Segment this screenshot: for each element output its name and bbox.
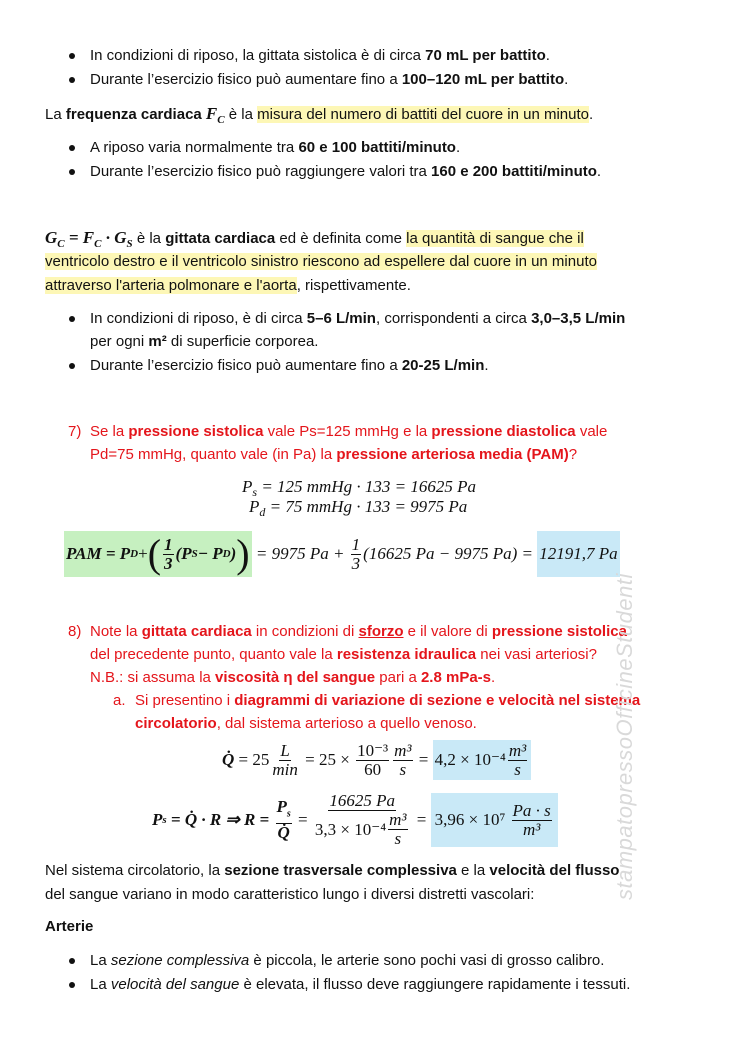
list-item: La sezione complessiva è piccola, le arterie sono pochi vasi di grosso calibro. [68, 951, 604, 971]
equation-pam: PAM = P D + ( $\frac{1}{3}$ (P S − P D ) ) = 9975 Pa + $\frac{1}{3}$ (16625 Pa − 9975 Pa) = 12191,7 Pa [66, 531, 618, 576]
equation-pd: $P_d = 75$ mmHg · 133 = 9975 Pa [249, 497, 468, 519]
equation-ps: $P_s = 125$ mmHg · 133 = 16625 Pa [242, 477, 476, 499]
resistance-result: 3,96 × 10⁷ $\frac{Pa \cdot s}{\text{m³}}$ [431, 793, 558, 847]
equation-resistance: P s = Q̇ · R ⇒ R = $\frac{P_s}{Q̇}$ = 16625 Pa 3,3 × 10⁻⁴ $\frac{\text{m³}}{s}$ = 3,96 × 10⁷ $\frac{Pa \cdot s}{\text{m³}}$ [152, 790, 558, 850]
subquestion-a-number: a. [113, 692, 126, 709]
list-item: In condizioni di riposo, è di circa 5–6 L/min, corrispondenti a circa 3,0–3,5 L/min [68, 309, 625, 329]
subquestion-a-line1: Si presentino i diagrammi di variazione di sezione e velocità nel sistema [135, 692, 641, 709]
list-item: Durante l’esercizio fisico può aumentare fino a 20-25 L/min. [68, 356, 489, 376]
question-8-line3: N.B.: si assuma la viscosità η del sangue pari a 2.8 mPa-s. [90, 669, 496, 686]
paragraph-system-line2: del sangue variano in modo caratteristico lungo i diversi distretti vascolari: [45, 886, 535, 903]
question-7-line1: Se la pressione sistolica vale Ps=125 mmHg e la pressione diastolica vale [90, 423, 608, 440]
paragraph-fc: La frequenza cardiaca $F_C$ è la misura del numero di battiti del cuore in un minuto. [45, 104, 594, 126]
paragraph-gc-line2: ventricolo destro e il ventricolo sinistro riescono ad espellere dal cuore in un minuto [45, 253, 597, 270]
paragraph-gc-line3: attraverso l'arteria polmonare e l'aorta, rispettivamente. [45, 277, 411, 294]
list-item: Durante l’esercizio fisico può aumentare fino a 100–120 mL per battito. [68, 70, 568, 90]
question-8-line2: del precedente punto, quanto vale la resistenza idraulica nei vasi arteriosi? [90, 646, 597, 663]
section-heading-arterie: Arterie [45, 918, 94, 935]
pam-result: 12191,7 Pa [537, 531, 619, 577]
list-item: In condizioni di riposo, la gittata sistolica è di circa 70 mL per battito. [68, 46, 550, 66]
list-item: Durante l’esercizio fisico può raggiungere valori tra 160 e 200 battiti/minuto. [68, 162, 601, 182]
list-item: La velocità del sangue è elevata, il flusso deve raggiungere rapidamente i tessuti. [68, 975, 630, 995]
subquestion-a-line2: circolatorio, dal sistema arterioso a quello venoso. [135, 715, 477, 732]
question-8-line1: Note la gittata cardiaca in condizioni di sforzo e il valore di pressione sistolica [90, 623, 627, 640]
question-8-number: 8) [68, 623, 82, 640]
paragraph-system: Nel sistema circolatorio, la sezione trasversale complessiva e la velocità del flusso [45, 862, 620, 879]
question-7-number: 7) [68, 423, 82, 440]
equation-flow: Q̇ = 25 $\frac{L}{\min}$ = 25 × $\frac{\text{10⁻³}}{60}$ $\frac{\text{m³}}{s}$ = 4,2 × 10⁻⁴ $\frac{\text{m³}}{s}$ [222, 738, 531, 782]
list-item: A riposo varia normalmente tra 60 e 100 battiti/minuto. [68, 138, 460, 158]
watermark: stampatopressoOfficineStudenti [612, 573, 637, 900]
list-item-cont: per ogni m² di superficie corporea. [90, 333, 319, 350]
flow-result: 4,2 × 10⁻⁴ $\frac{\text{m³}}{s}$ [433, 740, 532, 780]
paragraph-gc: $G_C = F_C \cdot G_S$ è la gittata cardiaca ed è definita come la quantità di sangue che il [45, 228, 584, 250]
question-7-line2: Pd=75 mmHg, quanto vale (in Pa) la pressione arteriosa media (PAM)? [90, 446, 578, 463]
